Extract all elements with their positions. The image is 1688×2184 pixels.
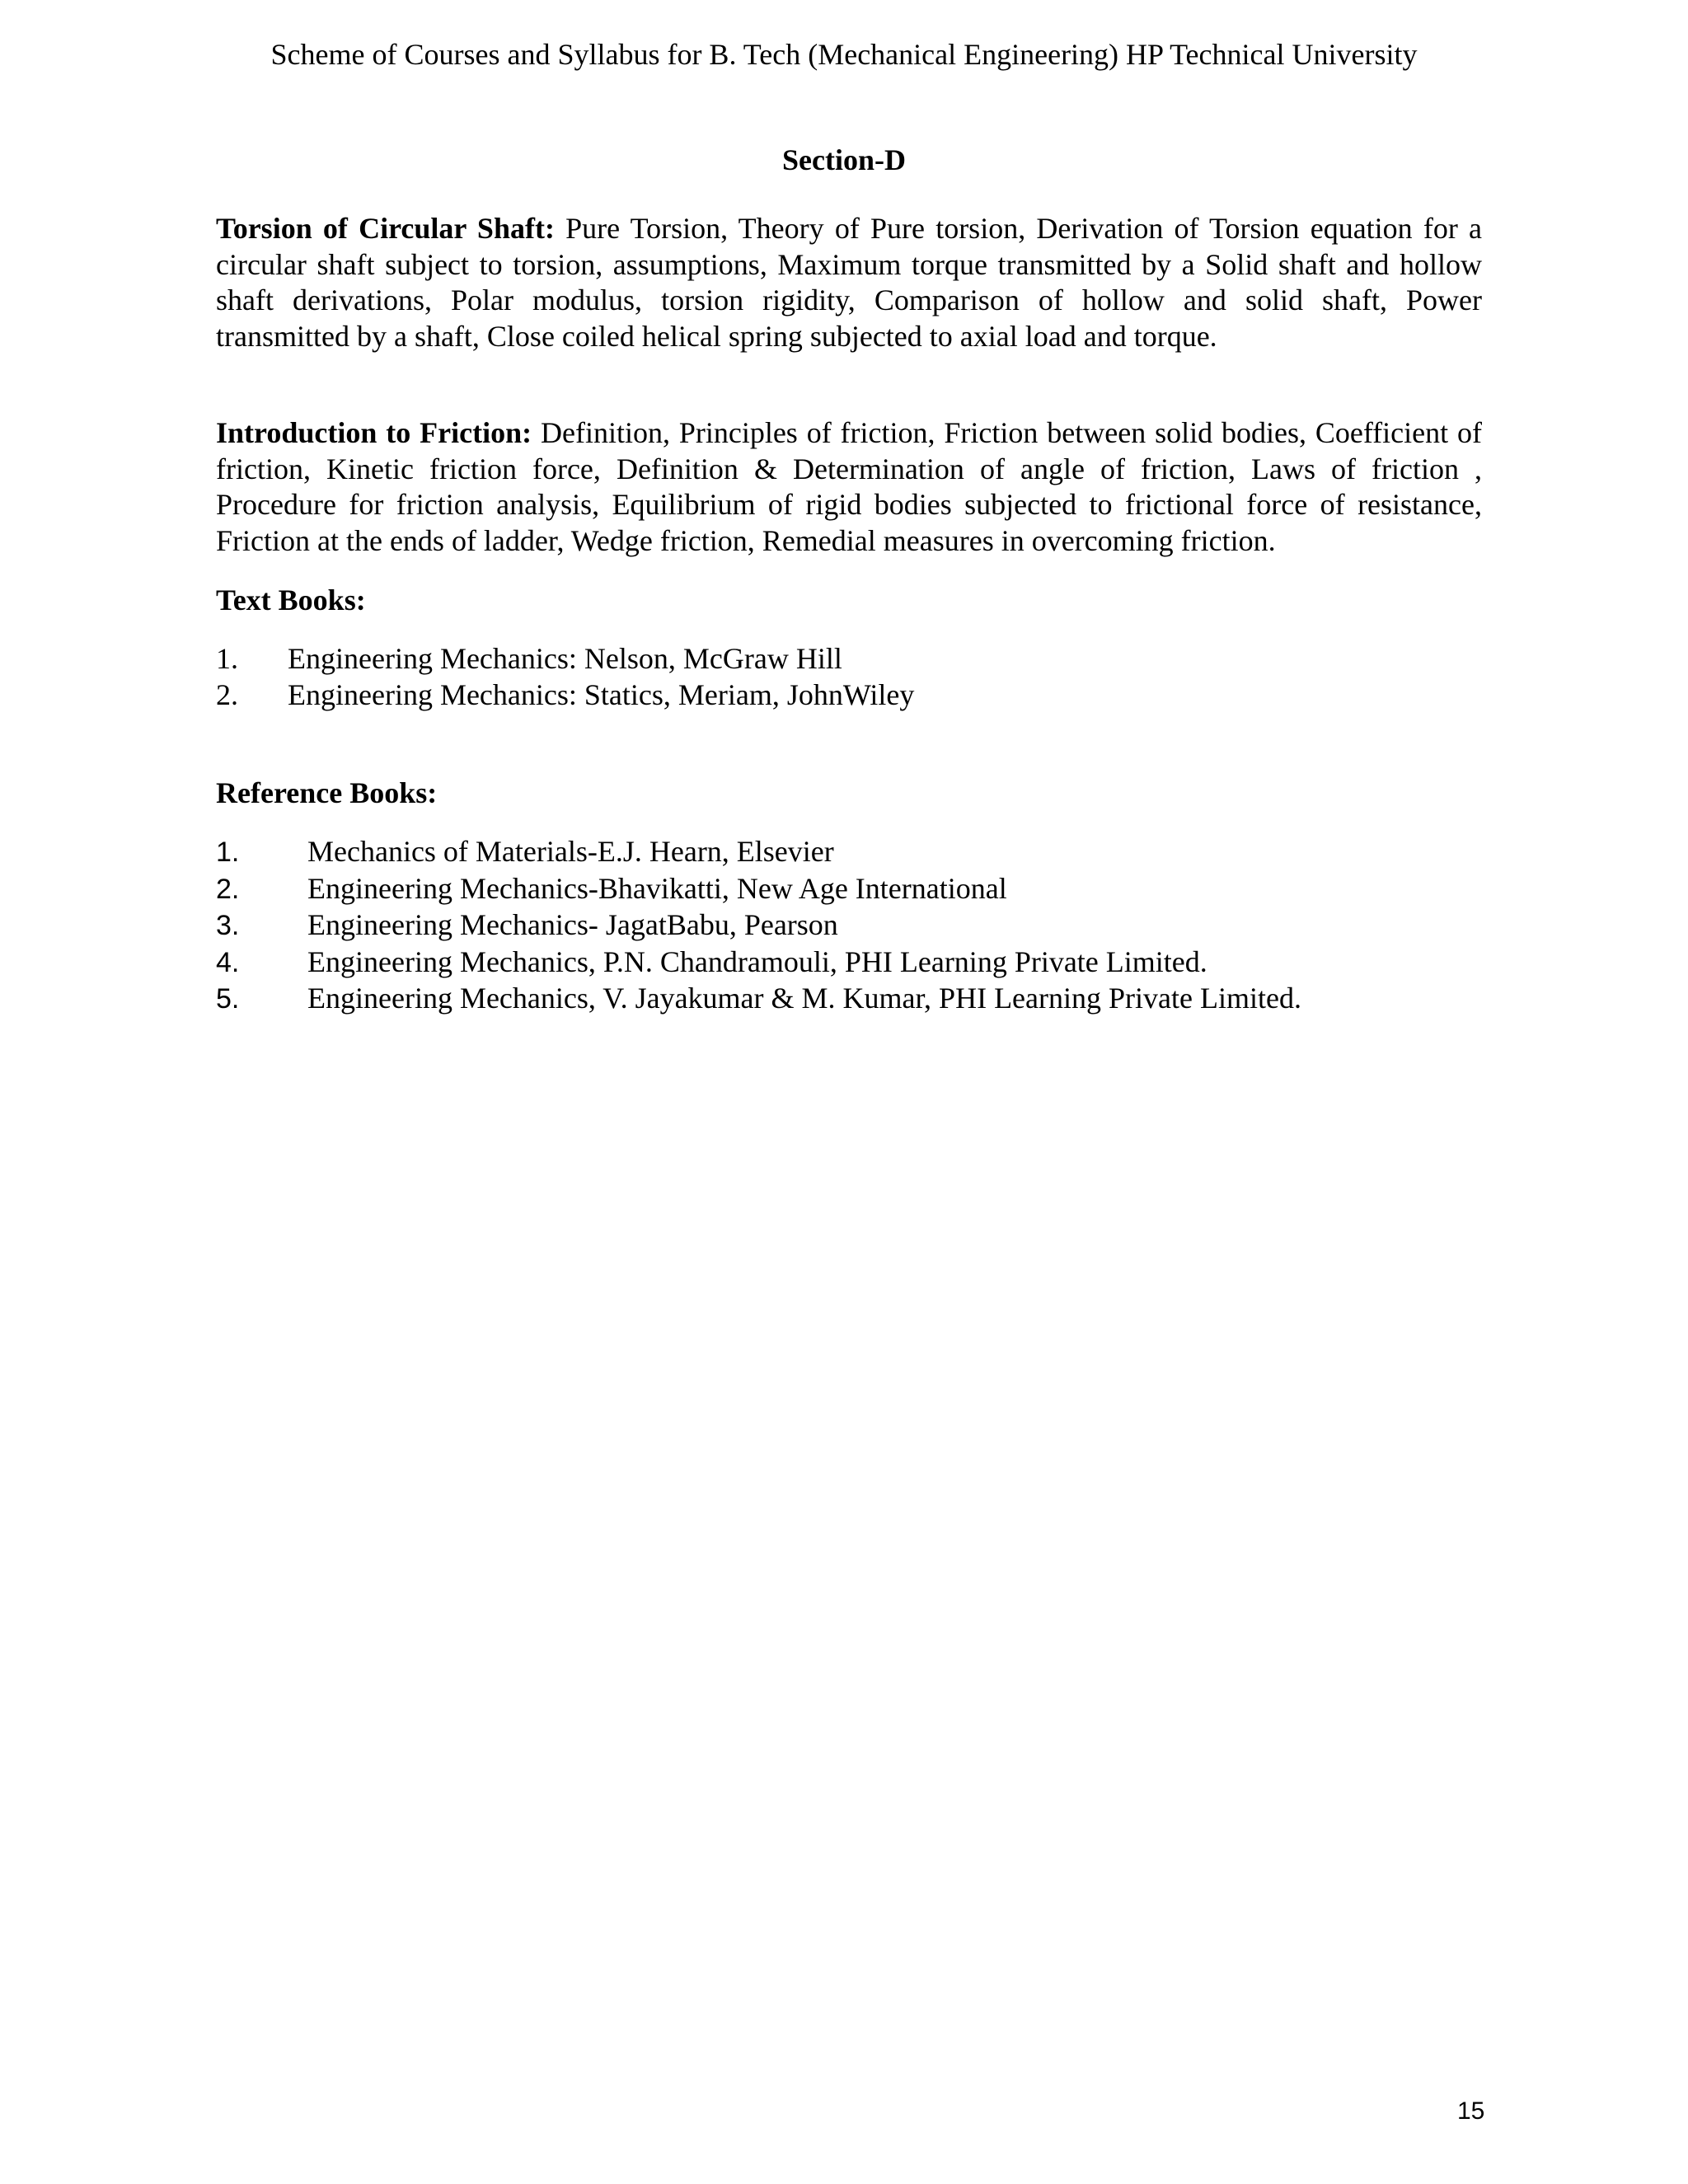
list-item: [216, 641, 842, 677]
list-item-text: Engineering Mechanics: Nelson, McGraw Hill: [288, 642, 842, 675]
list-item: [216, 944, 1207, 982]
list-item-text: Engineering Mechanics-Bhavikatti, New Age International: [307, 871, 1007, 905]
list-item-number: 2.: [216, 873, 240, 905]
list-item: [216, 907, 838, 944]
reference-books-list: [216, 834, 1301, 1018]
paragraph-friction: [216, 415, 1482, 559]
list-item: [216, 981, 1301, 1018]
page-number: 15: [1457, 2097, 1485, 2125]
running-header: Scheme of Courses and Syllabus for B. Tech (Mechanical Engineering) HP Technical University: [270, 38, 1418, 71]
list-item-number: 2.: [216, 677, 238, 711]
section-title: Section-D: [782, 143, 906, 176]
list-item-number: 5.: [216, 983, 240, 1015]
reference-books-heading: Reference Books:: [216, 776, 438, 809]
paragraph-lead: Introduction to Friction:: [216, 416, 532, 449]
list-item-number: 1.: [216, 837, 240, 868]
paragraph-body: Pure Torsion, Theory of Pure torsion, Derivation of Torsion equation for a circular shaft subject to torsion, assumptions, Maximum torque transmitted by a Solid shaft and hollow shaft derivations, Polar modulus, torsion rigidity, Comparison of hollow and solid shaft, Power transmitted by a shaft, Close coiled helical spring subjected to axial load and torque.: [216, 212, 1483, 353]
list-item-text: Engineering Mechanics: Statics, Meriam, JohnWiley: [288, 677, 915, 711]
list-item: [216, 677, 915, 714]
list-item-number: 3.: [216, 910, 240, 941]
list-item: [216, 871, 1007, 908]
list-item-text: Engineering Mechanics- JagatBabu, Pearson: [307, 908, 838, 941]
list-item-text: Engineering Mechanics, V. Jayakumar & M. Kumar, PHI Learning Private Limited.: [307, 982, 1301, 1015]
text-books-heading: Text Books:: [216, 583, 366, 616]
list-item-text: Engineering Mechanics, P.N. Chandramouli, PHI Learning Private Limited.: [307, 944, 1207, 978]
list-item-number: 4.: [216, 946, 240, 978]
list-item: [216, 834, 834, 871]
list-item-number: 1.: [216, 642, 238, 675]
paragraph-body: Definition, Principles of friction, Friction between solid bodies, Coefficient of friction, Kinetic friction force, Definition & Determination of angle of friction, Laws of friction , Procedure for friction analysis, Equilibrium of rigid bodies subjected to frictional force of resistance, Friction at the ends of ladder, Wedge friction, Remedial measures in overcoming friction.: [216, 416, 1483, 557]
list-item-text: Mechanics of Materials-E.J. Hearn, Elsevier: [307, 835, 834, 868]
paragraph-lead: Torsion of Circular Shaft:: [216, 212, 555, 245]
text-books-list: [216, 641, 915, 713]
paragraph-torsion: [216, 211, 1482, 354]
